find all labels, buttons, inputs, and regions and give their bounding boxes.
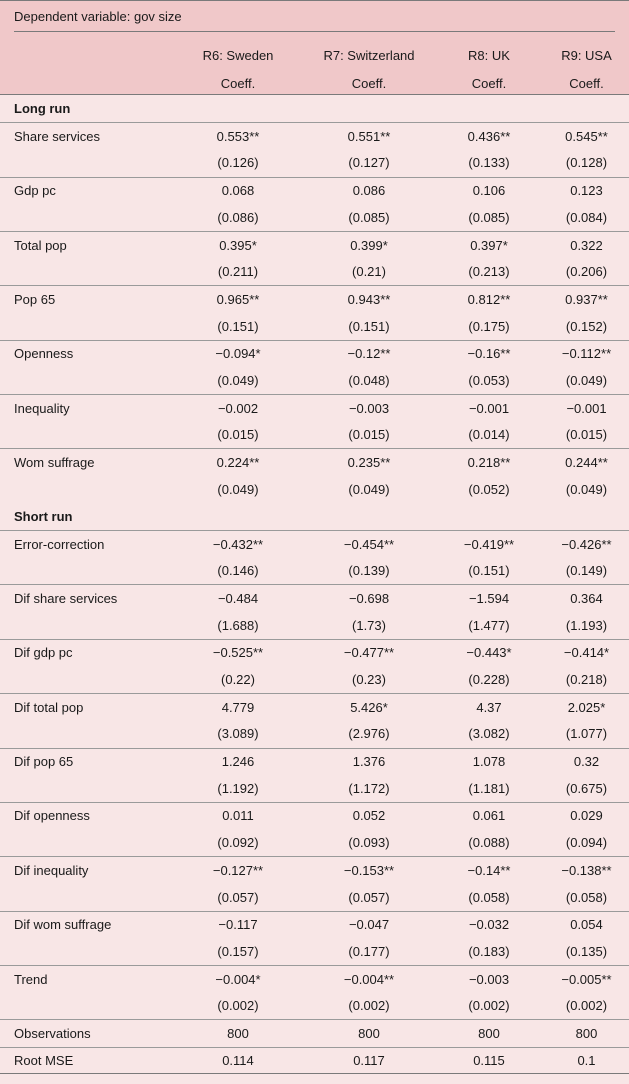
coefficient-cell: −0.112** [561, 346, 612, 362]
coefficient-cell: −0.484 [217, 590, 259, 606]
coefficient-cell: −0.003 [468, 971, 510, 987]
coefficient-cell: 0.011 [222, 808, 254, 824]
coefficient-cell: −0.117 [218, 917, 258, 933]
std-error-cell: (0.058) [468, 889, 510, 905]
table-row [0, 285, 629, 312]
std-error-cell: (0.151) [217, 318, 259, 334]
std-error-cell: (0.052) [468, 481, 510, 497]
coefficient-cell: 0.545** [565, 128, 608, 144]
coefficient-cell: 5.426* [350, 699, 388, 715]
header-divider [14, 31, 615, 32]
column-header: R6: Sweden [202, 48, 274, 63]
std-error-cell: (0.133) [468, 155, 510, 171]
coefficient-cell: 0.068 [221, 183, 255, 199]
std-error-cell: (0.135) [565, 943, 608, 959]
coeff-labels-row [0, 71, 629, 96]
std-error-cell: (0.146) [217, 563, 259, 579]
table-row [0, 748, 629, 775]
coefficient-cell: 0.218** [467, 455, 511, 471]
coeff-label: Coeff. [220, 76, 256, 91]
std-error-cell: (1.172) [348, 780, 390, 796]
coefficient-cell: 0.553** [216, 128, 260, 144]
std-error-cell: (0.002) [217, 998, 259, 1014]
column-header: R8: UK [468, 48, 510, 63]
coefficient-cell: 0.054 [570, 917, 603, 933]
std-error-cell: (0.228) [468, 672, 510, 688]
footer-cell: 800 [227, 1025, 249, 1041]
footer-cell: 0.114 [222, 1052, 254, 1068]
std-error-cell: (0.23) [352, 672, 386, 688]
std-error-cell: (0.675) [565, 780, 608, 796]
std-error-cell: (0.057) [217, 889, 259, 905]
coefficient-cell: −0.432** [212, 536, 264, 552]
std-error-cell: (0.21) [352, 264, 386, 280]
coefficient-cell: −1.594 [468, 590, 510, 606]
coeff-label: Coeff. [351, 76, 387, 91]
coefficient-cell: 0.052 [352, 808, 386, 824]
table-row [0, 340, 629, 367]
std-error-cell: (0.22) [221, 672, 255, 688]
std-error-cell: (0.092) [217, 835, 259, 851]
std-error-cell: (0.057) [348, 889, 390, 905]
footer-cell: 0.1 [577, 1052, 596, 1068]
row-label: Total pop [14, 237, 67, 253]
section-title: Short run [14, 508, 73, 524]
coefficient-cell: −0.426** [561, 536, 612, 552]
std-error-cell: (3.082) [468, 726, 510, 742]
coefficient-cell: 0.436** [467, 128, 511, 144]
row-label: Dif pop 65 [14, 754, 74, 770]
std-error-cell: (0.175) [468, 318, 510, 334]
std-error-cell: (0.049) [565, 481, 608, 497]
coefficient-cell: 0.244** [565, 455, 608, 471]
coefficient-cell: 0.364 [570, 590, 603, 606]
coefficient-cell: 0.235** [347, 455, 391, 471]
std-error-cell: (0.152) [565, 318, 608, 334]
std-error-cell: (0.151) [468, 563, 510, 579]
coefficient-cell: 0.106 [472, 183, 506, 199]
row-label: Dif inequality [14, 862, 89, 878]
std-error-cell: (0.139) [348, 563, 390, 579]
table-header [0, 0, 629, 95]
row-label: Pop 65 [14, 291, 56, 307]
column-header: R9: USA [561, 48, 612, 63]
section-title-row [0, 503, 629, 530]
table-row [0, 965, 629, 992]
table-row-se [0, 557, 629, 584]
std-error-cell: (1.181) [468, 780, 510, 796]
row-label: Dif share services [14, 590, 118, 606]
coefficient-cell: −0.454** [343, 536, 395, 552]
footer-row [0, 1047, 629, 1074]
std-error-cell: (0.058) [565, 889, 608, 905]
footer-cell: 800 [358, 1025, 380, 1041]
coefficient-cell: 0.061 [472, 808, 506, 824]
coefficient-cell: −0.032 [468, 917, 510, 933]
std-error-cell: (1.477) [468, 617, 510, 633]
coefficient-cell: −0.14** [467, 862, 511, 878]
coefficient-cell: −0.003 [348, 400, 390, 416]
coefficient-cell: 1.078 [472, 754, 506, 770]
column-names-row [0, 43, 629, 68]
table-row [0, 530, 629, 557]
table-row-se [0, 612, 629, 639]
coefficient-cell: −0.698 [348, 590, 390, 606]
row-label: Dif total pop [14, 699, 84, 715]
table-row-se [0, 775, 629, 802]
std-error-cell: (1.192) [217, 780, 259, 796]
coefficient-cell: 0.943** [347, 291, 391, 307]
std-error-cell: (0.157) [217, 943, 259, 959]
table-row-se [0, 992, 629, 1019]
coeff-label: Coeff. [471, 76, 507, 91]
std-error-cell: (0.014) [468, 427, 510, 443]
coefficient-cell: 0.322 [570, 237, 603, 253]
coefficient-cell: −0.004** [343, 971, 395, 987]
footer-cell: 0.115 [473, 1052, 505, 1068]
std-error-cell: (0.151) [348, 318, 390, 334]
coefficient-cell: −0.477** [343, 645, 395, 661]
row-label: Dif gdp pc [14, 645, 73, 661]
coefficient-cell: 0.399* [350, 237, 388, 253]
coefficient-cell: −0.001 [566, 400, 607, 416]
row-label: Dif openness [14, 808, 90, 824]
row-label: Trend [14, 971, 48, 987]
table-row-se [0, 666, 629, 693]
std-error-cell: (0.002) [468, 998, 510, 1014]
std-error-cell: (0.211) [217, 264, 259, 280]
std-error-cell: (0.085) [348, 209, 390, 225]
table-row-se [0, 476, 629, 503]
std-error-cell: (0.094) [565, 835, 608, 851]
coefficient-cell: −0.153** [343, 862, 395, 878]
row-label: Observations [14, 1025, 91, 1041]
std-error-cell: (0.053) [468, 372, 510, 388]
table-row [0, 639, 629, 666]
row-label: Wom suffrage [14, 455, 95, 471]
coefficient-cell: −0.001 [468, 400, 510, 416]
std-error-cell: (0.015) [565, 427, 608, 443]
coefficient-cell: 0.397* [470, 237, 508, 253]
coefficient-cell: −0.12** [347, 346, 391, 362]
std-error-cell: (0.086) [217, 209, 259, 225]
coefficient-cell: −0.525** [212, 645, 264, 661]
table-row-se [0, 421, 629, 448]
std-error-cell: (0.002) [565, 998, 608, 1014]
coefficient-cell: −0.419** [463, 536, 515, 552]
std-error-cell: (0.049) [565, 372, 608, 388]
coefficient-cell: 0.395* [219, 237, 257, 253]
row-label: Error-correction [14, 536, 105, 552]
table-row [0, 856, 629, 883]
row-label: Gdp pc [14, 183, 56, 199]
std-error-cell: (1.73) [352, 617, 386, 633]
table-row [0, 802, 629, 829]
std-error-cell: (0.049) [348, 481, 390, 497]
std-error-cell: (3.089) [217, 726, 259, 742]
footer-cell: 800 [478, 1025, 500, 1041]
table-row [0, 231, 629, 258]
std-error-cell: (0.093) [348, 835, 390, 851]
table-row [0, 394, 629, 421]
coefficient-cell: 1.376 [352, 754, 386, 770]
table-row-se [0, 720, 629, 747]
std-error-cell: (0.088) [468, 835, 510, 851]
coefficient-cell: 1.246 [221, 754, 255, 770]
table-body [0, 95, 629, 1074]
coefficient-cell: 0.224** [216, 455, 260, 471]
std-error-cell: (0.127) [348, 155, 390, 171]
std-error-cell: (0.177) [348, 943, 390, 959]
table-row-se [0, 313, 629, 340]
section-title-row [0, 95, 629, 122]
std-error-cell: (0.218) [565, 672, 608, 688]
table-row-se [0, 258, 629, 285]
std-error-cell: (0.128) [565, 155, 608, 171]
coefficient-cell: −0.16** [467, 346, 511, 362]
std-error-cell: (0.213) [468, 264, 510, 280]
coefficient-cell: −0.004* [215, 971, 261, 987]
section-title: Long run [14, 101, 71, 117]
coefficient-cell: −0.138** [561, 862, 612, 878]
coefficient-cell: 0.086 [352, 183, 386, 199]
table-row-se [0, 829, 629, 856]
coefficient-cell: −0.047 [348, 917, 390, 933]
std-error-cell: (0.015) [348, 427, 390, 443]
coefficient-cell: 0.965** [216, 291, 260, 307]
coefficient-cell: −0.094* [215, 346, 261, 362]
std-error-cell: (1.688) [217, 617, 259, 633]
table-row-se [0, 204, 629, 231]
std-error-cell: (0.183) [468, 943, 510, 959]
coefficient-cell: −0.005** [561, 971, 612, 987]
std-error-cell: (0.049) [217, 481, 259, 497]
row-label: Share services [14, 128, 100, 144]
std-error-cell: (1.077) [565, 726, 608, 742]
std-error-cell: (0.149) [565, 563, 608, 579]
table-row [0, 122, 629, 149]
table-row [0, 177, 629, 204]
std-error-cell: (0.048) [348, 372, 390, 388]
table-row [0, 911, 629, 938]
coefficient-cell: −0.443* [466, 645, 512, 661]
column-header: R7: Switzerland [323, 48, 415, 63]
std-error-cell: (0.126) [217, 155, 259, 171]
std-error-cell: (0.206) [565, 264, 608, 280]
std-error-cell: (1.193) [565, 617, 608, 633]
footer-cell: 800 [575, 1025, 598, 1041]
row-label: Openness [14, 346, 74, 362]
coefficient-cell: 0.812** [467, 291, 511, 307]
dependent-variable-label: Dependent variable: gov size [14, 9, 182, 24]
coefficient-cell: 4.37 [476, 699, 502, 715]
row-label: Inequality [14, 400, 70, 416]
row-label: Root MSE [14, 1052, 74, 1068]
coefficient-cell: 0.029 [570, 808, 603, 824]
footer-row [0, 1019, 629, 1046]
std-error-cell: (0.084) [565, 209, 608, 225]
table-row [0, 693, 629, 720]
footer-cell: 0.117 [353, 1052, 385, 1068]
coefficient-cell: 0.551** [347, 128, 391, 144]
coefficient-cell: 4.779 [221, 699, 255, 715]
coefficient-cell: 0.123 [570, 183, 603, 199]
std-error-cell: (0.049) [217, 372, 259, 388]
table-row-se [0, 367, 629, 394]
coefficient-cell: 0.937** [565, 291, 608, 307]
table-row-se [0, 149, 629, 176]
std-error-cell: (2.976) [348, 726, 390, 742]
table-row [0, 448, 629, 475]
table-row [0, 584, 629, 611]
std-error-cell: (0.085) [468, 209, 510, 225]
coefficient-cell: −0.127** [212, 862, 264, 878]
table-row-se [0, 883, 629, 910]
row-label: Dif wom suffrage [14, 917, 112, 933]
table-row-se [0, 938, 629, 965]
coefficient-cell: −0.414* [563, 645, 610, 661]
std-error-cell: (0.002) [348, 998, 390, 1014]
coeff-label: Coeff. [569, 76, 604, 91]
coefficient-cell: 0.32 [573, 754, 600, 770]
std-error-cell: (0.015) [217, 427, 259, 443]
coefficient-cell: −0.002 [217, 400, 259, 416]
coefficient-cell: 2.025* [567, 699, 606, 715]
